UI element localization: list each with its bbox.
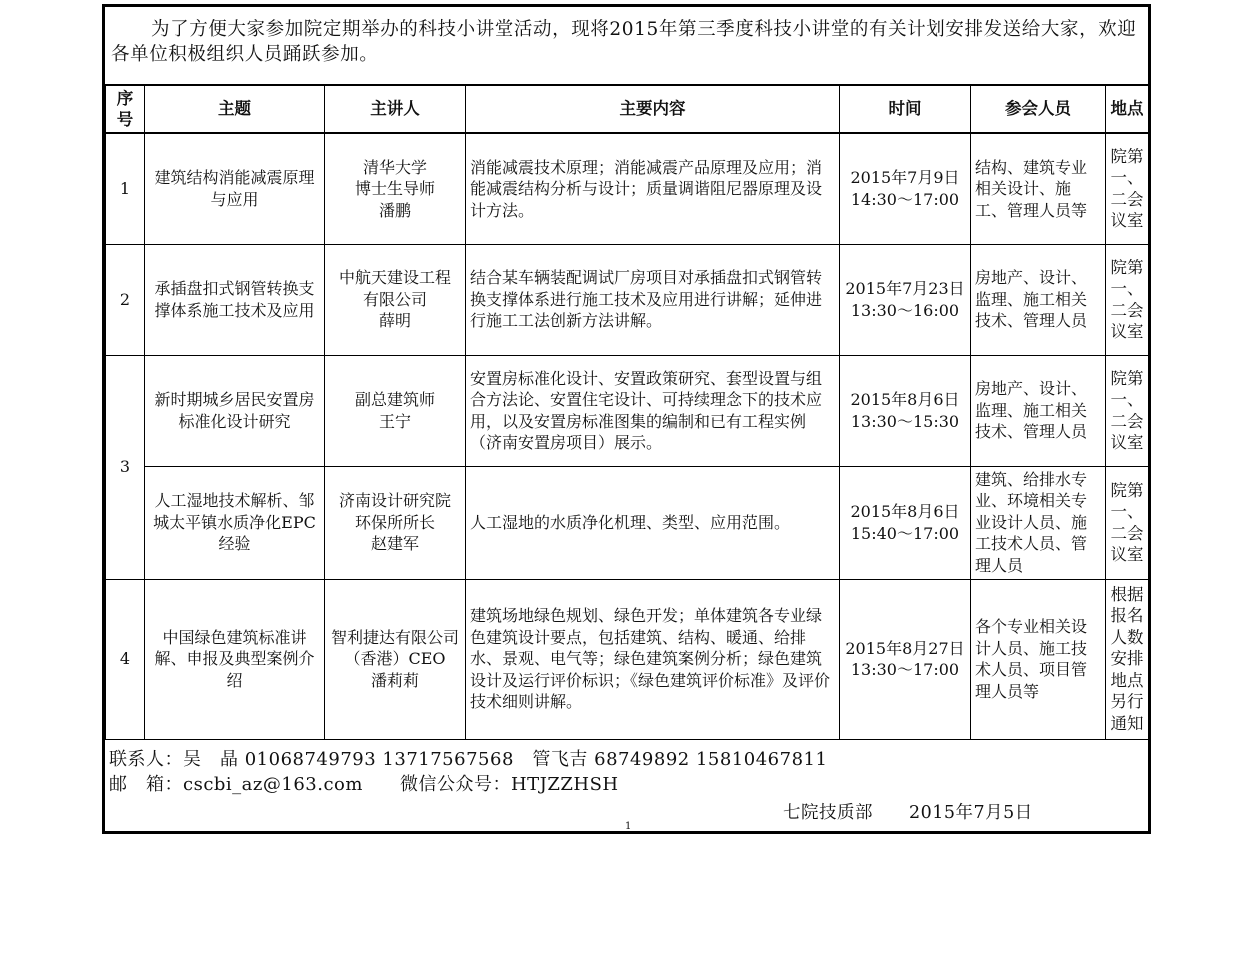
- header-topic: 主题: [145, 85, 325, 133]
- row-location: 院第一、二会议室: [1106, 355, 1149, 466]
- row-location: 根据报名人数安排地点另行通知: [1106, 579, 1149, 739]
- intro-paragraph: 为了方便大家参加院定期举办的科技小讲堂活动，现将2015年第三季度科技小讲堂的有关计划安排发送给大家，欢迎各单位积极组织人员踊跃参加。: [111, 19, 1137, 65]
- row-speaker: 清华大学 博士生导师 潘鹏: [325, 133, 466, 244]
- header-no: 序号: [106, 85, 145, 133]
- row-audience: 房地产、设计、监理、施工相关技术、管理人员: [971, 355, 1106, 466]
- row-topic: 新时期城乡居民安置房标准化设计研究: [145, 355, 325, 466]
- row-time: 2015年8月27日 13:30～17:00: [840, 579, 971, 739]
- row-content: 结合某车辆装配调试厂房项目对承插盘扣式钢管转换支撑体系进行施工技术及应用进行讲解；延伸进行施工工法创新方法讲解。: [466, 244, 840, 355]
- row-speaker: 中航天建设工程 有限公司 薛明: [325, 244, 466, 355]
- row-no: 3: [106, 355, 145, 579]
- header-audience: 参会人员: [971, 85, 1106, 133]
- row-topic: 承插盘扣式钢管转换支撑体系施工技术及应用: [145, 244, 325, 355]
- row-speaker: 副总建筑师 王宁: [325, 355, 466, 466]
- email-line: 邮 箱：cscbi_az@163.com 微信公众号：HTJZZHSH: [109, 774, 619, 795]
- row-time: 2015年8月6日 13:30～15:30: [840, 355, 971, 466]
- page-number: 1: [625, 821, 632, 832]
- header-row: [106, 85, 1149, 133]
- signature-line: 七院技质部 2015年7月5日: [783, 803, 1033, 823]
- row-time: 2015年7月9日 14:30～17:00: [840, 133, 971, 244]
- row-location: 院第一、二会议室: [1106, 244, 1149, 355]
- row-location: 院第一、二会议室: [1106, 133, 1149, 244]
- row-content: 安置房标准化设计、安置政策研究、套型设置与组合方法论、安置住宅设计、可持续理念下的技术应用，以及安置房标准图集的编制和已有工程实例（济南安置房项目）展示。: [466, 355, 840, 466]
- row-topic: 建筑结构消能减震原理与应用: [145, 133, 325, 244]
- contact-line: 联系人：吴 晶 01068749793 13717567568 管飞吉 68749892 15810467811: [109, 749, 828, 770]
- row-no: 1: [106, 133, 145, 244]
- row-content: 消能减震技术原理；消能减震产品原理及应用；消能减震结构分析与设计；质量调谐阻尼器原理及设计方法。: [466, 133, 840, 244]
- table-row: [106, 244, 1149, 355]
- row-audience: 各个专业相关设计人员、施工技术人员、项目管理人员等: [971, 579, 1106, 739]
- header-time: 时间: [840, 85, 971, 133]
- contact-footer: [109, 747, 827, 797]
- table-row: [106, 466, 1149, 579]
- row-topic: 中国绿色建筑标准讲解、申报及典型案例介绍: [145, 579, 325, 739]
- header-speaker: 主讲人: [325, 85, 466, 133]
- row-audience: 房地产、设计、监理、施工相关技术、管理人员: [971, 244, 1106, 355]
- table-row: [106, 355, 1149, 466]
- document-frame: [102, 4, 1151, 834]
- header-content: 主要内容: [466, 85, 840, 133]
- row-speaker: 智利捷达有限公司（香港）CEO 潘莉莉: [325, 579, 466, 739]
- table-row: [106, 579, 1149, 739]
- row-no: 2: [106, 244, 145, 355]
- row-content: 建筑场地绿色规划、绿色开发；单体建筑各专业绿色建筑设计要点，包括建筑、结构、暖通、给排水、景观、电气等；绿色建筑案例分析；绿色建筑设计及运行评价标识；《绿色建筑评价标准》及评价技术细则讲解。: [466, 579, 840, 739]
- row-audience: 建筑、给排水专业、环境相关专业设计人员、施工技术人员、管理人员: [971, 466, 1106, 579]
- row-audience: 结构、建筑专业相关设计、施工、管理人员等: [971, 133, 1106, 244]
- row-no: 4: [106, 579, 145, 739]
- row-content: 人工湿地的水质净化机理、类型、应用范围。: [466, 466, 840, 579]
- header-location: 地点: [1106, 85, 1149, 133]
- row-location: 院第一、二会议室: [1106, 466, 1149, 579]
- table-row: [106, 133, 1149, 244]
- row-topic: 人工湿地技术解析、邹城太平镇水质净化EPC经验: [145, 466, 325, 579]
- row-time: 2015年7月23日 13:30～16:00: [840, 244, 971, 355]
- row-time: 2015年8月6日 15:40～17:00: [840, 466, 971, 579]
- row-speaker: 济南设计研究院 环保所所长 赵建军: [325, 466, 466, 579]
- schedule-table: [105, 84, 1149, 740]
